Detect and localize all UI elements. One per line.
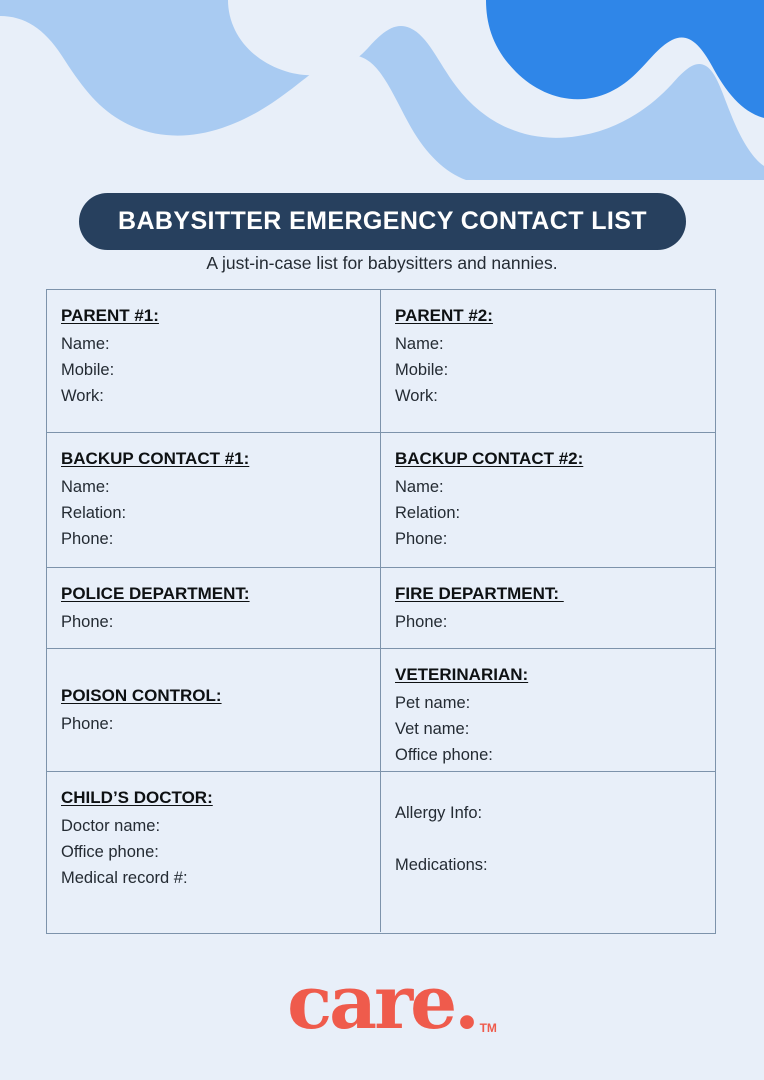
- cell-fire-department: [381, 568, 715, 648]
- cell-poison-control: [47, 649, 381, 771]
- field-label: Work:: [61, 387, 104, 405]
- cell-parent-1: [47, 290, 381, 432]
- emergency-contact-table: [46, 289, 716, 934]
- field-label: Phone:: [395, 530, 448, 548]
- care-wordmark-text: care.: [287, 960, 477, 1046]
- title-pill: [79, 193, 686, 250]
- cell-heading: BACKUP CONTACT #2:: [395, 449, 584, 468]
- table-row: [47, 568, 715, 649]
- page-title: BABYSITTER EMERGENCY CONTACT LIST: [118, 207, 647, 235]
- cell-backup-contact-2: [381, 433, 715, 567]
- field-label: Mobile:: [395, 361, 449, 379]
- cell-parent-2: [381, 290, 715, 432]
- field-label: Phone:: [61, 714, 114, 733]
- field-label: Phone:: [395, 613, 448, 631]
- field-label: Name:: [61, 335, 110, 353]
- field-label: Office phone:: [395, 746, 493, 764]
- table-row: [47, 290, 715, 433]
- page-title-banner: [79, 193, 686, 250]
- field-label: Name:: [61, 478, 110, 496]
- field-label: Pet name:: [395, 694, 471, 712]
- care-wordmark: [287, 960, 497, 1046]
- table-row: [47, 649, 715, 772]
- trademark-symbol: TM: [479, 1021, 497, 1035]
- field-label: Medications:: [395, 856, 488, 874]
- field-label: Name:: [395, 335, 444, 353]
- wave-mid-blue-shape: [0, 0, 764, 180]
- brand-logo: [0, 960, 764, 1046]
- field-label: Mobile:: [61, 361, 115, 379]
- cell-childs-doctor: [47, 772, 381, 932]
- field-label: Office phone:: [61, 843, 159, 861]
- table-row: [47, 772, 715, 932]
- cell-heading: PARENT #2:: [395, 306, 493, 325]
- cell-heading: FIRE DEPARTMENT:: [395, 584, 564, 603]
- wave-light-foreground-shape: [0, 16, 466, 180]
- field-label: Doctor name:: [61, 817, 161, 835]
- field-label: Name:: [395, 478, 444, 496]
- cell-heading: PARENT #1:: [61, 306, 159, 325]
- field-label: Phone:: [61, 530, 114, 548]
- cell-heading: VETERINARIAN:: [395, 665, 529, 684]
- cell-heading: POLICE DEPARTMENT:: [61, 584, 250, 603]
- table-row: [47, 433, 715, 568]
- cell-heading: CHILD’S DOCTOR:: [61, 788, 213, 807]
- page-subtitle: A just-in-case list for babysitters and nannies.: [206, 253, 558, 273]
- field-label: Vet name:: [395, 720, 470, 738]
- cell-allergy-medications: [381, 772, 715, 932]
- field-label: Relation:: [395, 504, 461, 522]
- field-label: Medical record #:: [61, 869, 188, 887]
- field-label: Relation:: [61, 504, 127, 522]
- field-label: Work:: [395, 387, 438, 405]
- field-label: Phone:: [61, 613, 114, 631]
- cell-veterinarian: [381, 649, 715, 771]
- field-label: Allergy Info:: [395, 804, 483, 822]
- cell-heading: POISON CONTROL:: [61, 685, 222, 705]
- wave-dark-blue-shape: [486, 0, 764, 118]
- decorative-wave-header: [0, 0, 764, 180]
- cell-heading: BACKUP CONTACT #1:: [61, 449, 250, 468]
- cell-backup-contact-1: [47, 433, 381, 567]
- cell-police-department: [47, 568, 381, 648]
